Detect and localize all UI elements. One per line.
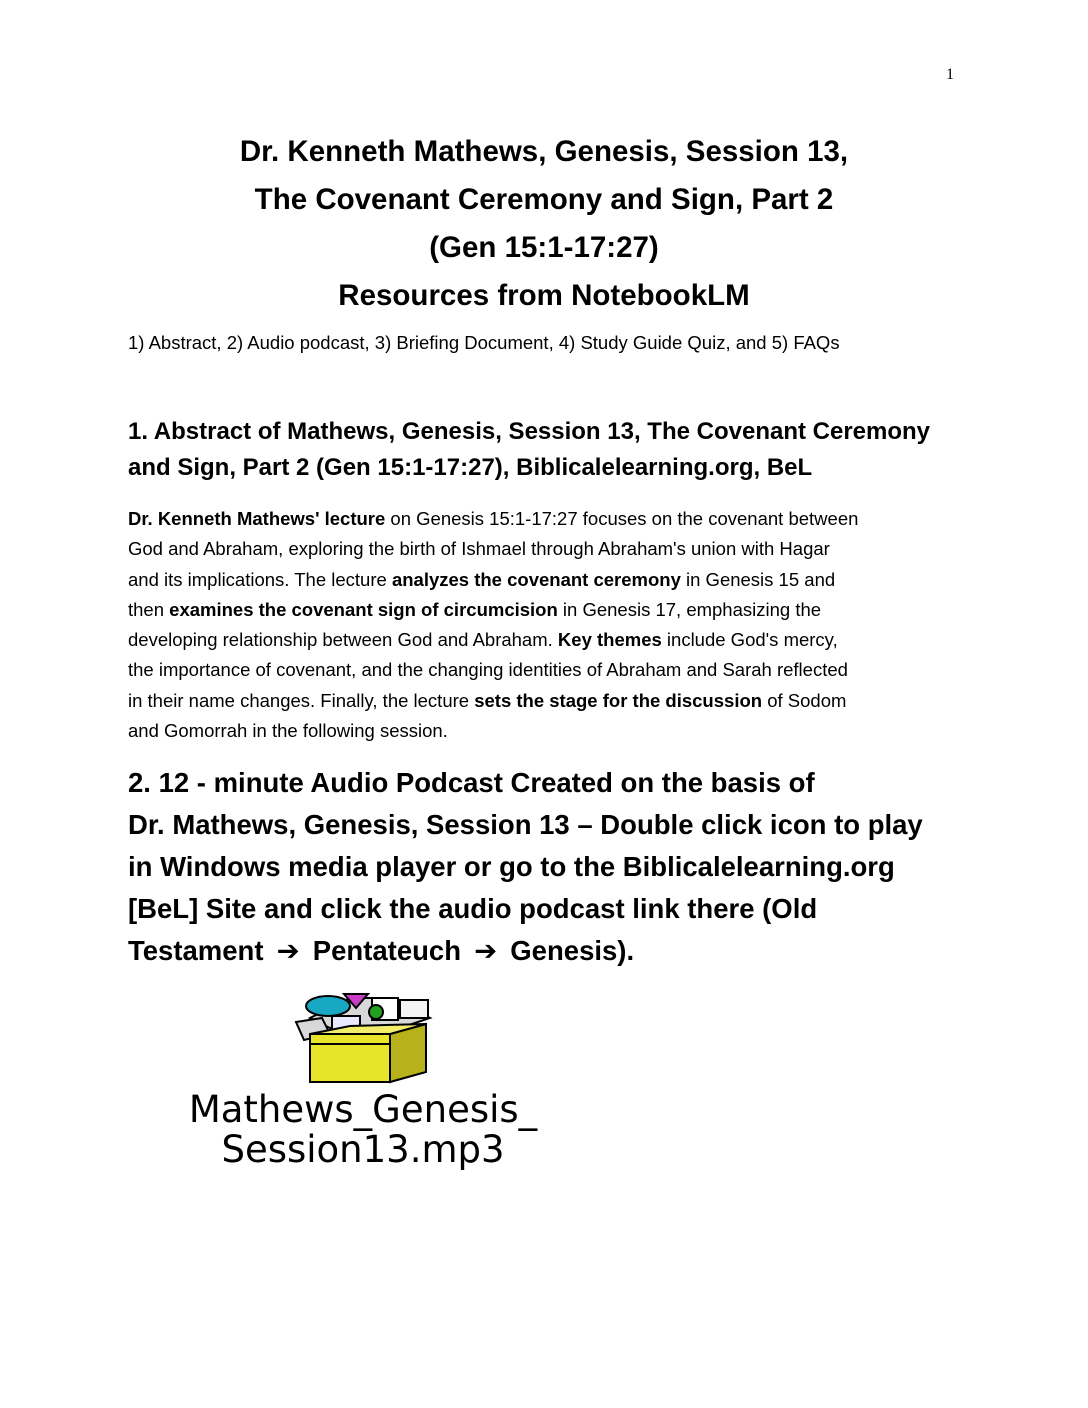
abstract-bold: analyzes the covenant ceremony bbox=[391, 568, 681, 590]
abstract-line-3 bbox=[128, 565, 960, 595]
abstract-bold: Dr. Kenneth Mathews' lecture bbox=[128, 508, 386, 529]
abstract-text: and its implications. The lecture bbox=[128, 568, 392, 590]
section-1-heading bbox=[128, 414, 968, 486]
audio-file-label[interactable] bbox=[128, 1090, 598, 1170]
abstract-line-1 bbox=[128, 504, 960, 534]
abstract-paragraph bbox=[128, 504, 960, 746]
audio-file-name-line-1: Mathews_Genesis_ bbox=[188, 1088, 538, 1131]
section-2-heading-line-4: [BeL] Site and click the audio podcast link there (Old bbox=[128, 893, 818, 924]
heading-text: Testament bbox=[128, 935, 272, 966]
arrow-right-icon: ➔ bbox=[474, 935, 498, 966]
section-1-heading-line-2: and Sign, Part 2 (Gen 15:1-17:27), Biblicalelearning.org, BeL bbox=[128, 454, 813, 481]
abstract-text: in Genesis 15 and bbox=[680, 568, 836, 590]
abstract-line-8: and Gomorrah in the following session. bbox=[128, 720, 448, 742]
abstract-text: developing relationship between God and Abraham. bbox=[128, 629, 558, 651]
section-2-heading-line-3: in Windows media player or go to the Biblicalelearning.org bbox=[128, 851, 895, 882]
section-2-heading-line-5 bbox=[128, 930, 968, 972]
section-2-heading-line-2: Dr. Mathews, Genesis, Session 13 – Double click icon to play bbox=[128, 809, 923, 840]
abstract-bold: examines the covenant sign of circumcision bbox=[169, 598, 558, 620]
title-line-4: Resources from NotebookLM bbox=[338, 279, 750, 312]
heading-text: Genesis). bbox=[502, 935, 635, 966]
abstract-text: in their name changes. Finally, the lecture bbox=[128, 689, 475, 711]
abstract-text: then bbox=[128, 598, 170, 620]
resources-list: 1) Abstract, 2) Audio podcast, 3) Briefing Document, 4) Study Guide Quiz, and 5) FAQs bbox=[128, 332, 840, 353]
abstract-text: on Genesis 15:1-17:27 focuses on the covenant between bbox=[385, 508, 859, 529]
arrow-right-icon: ➔ bbox=[276, 935, 300, 966]
section-2-heading-line-1: 2. 12 - minute Audio Podcast Created on the basis of bbox=[128, 767, 815, 798]
abstract-bold: sets the stage for the discussion bbox=[474, 689, 763, 711]
title-line-1: Dr. Kenneth Mathews, Genesis, Session 13, bbox=[239, 135, 849, 168]
title-line-3: (Gen 15:1-17:27) bbox=[429, 231, 659, 264]
abstract-text: of Sodom bbox=[762, 689, 847, 711]
media-package-icon[interactable] bbox=[290, 988, 440, 1088]
abstract-line-6: the importance of covenant, and the changing identities of Abraham and Sarah reflected bbox=[128, 659, 848, 681]
section-1-heading-line-1: 1. Abstract of Mathews, Genesis, Session 13, The Covenant Ceremony bbox=[128, 418, 931, 445]
title-line-2: The Covenant Ceremony and Sign, Part 2 bbox=[254, 183, 834, 216]
abstract-line-5 bbox=[128, 625, 960, 655]
section-2-heading bbox=[128, 762, 968, 972]
document-title bbox=[0, 128, 1088, 320]
abstract-line-2: God and Abraham, exploring the birth of Ishmael through Abraham's union with Hagar bbox=[128, 538, 830, 560]
heading-text: Pentateuch bbox=[305, 935, 469, 966]
abstract-bold: Key themes bbox=[557, 629, 662, 651]
abstract-text: include God's mercy, bbox=[661, 629, 838, 651]
abstract-line-4 bbox=[128, 595, 960, 625]
audio-file-name-line-2: Session13.mp3 bbox=[221, 1128, 505, 1171]
abstract-text: in Genesis 17, emphasizing the bbox=[557, 598, 822, 620]
page-number: 1 bbox=[946, 66, 954, 83]
abstract-line-7 bbox=[128, 686, 960, 716]
